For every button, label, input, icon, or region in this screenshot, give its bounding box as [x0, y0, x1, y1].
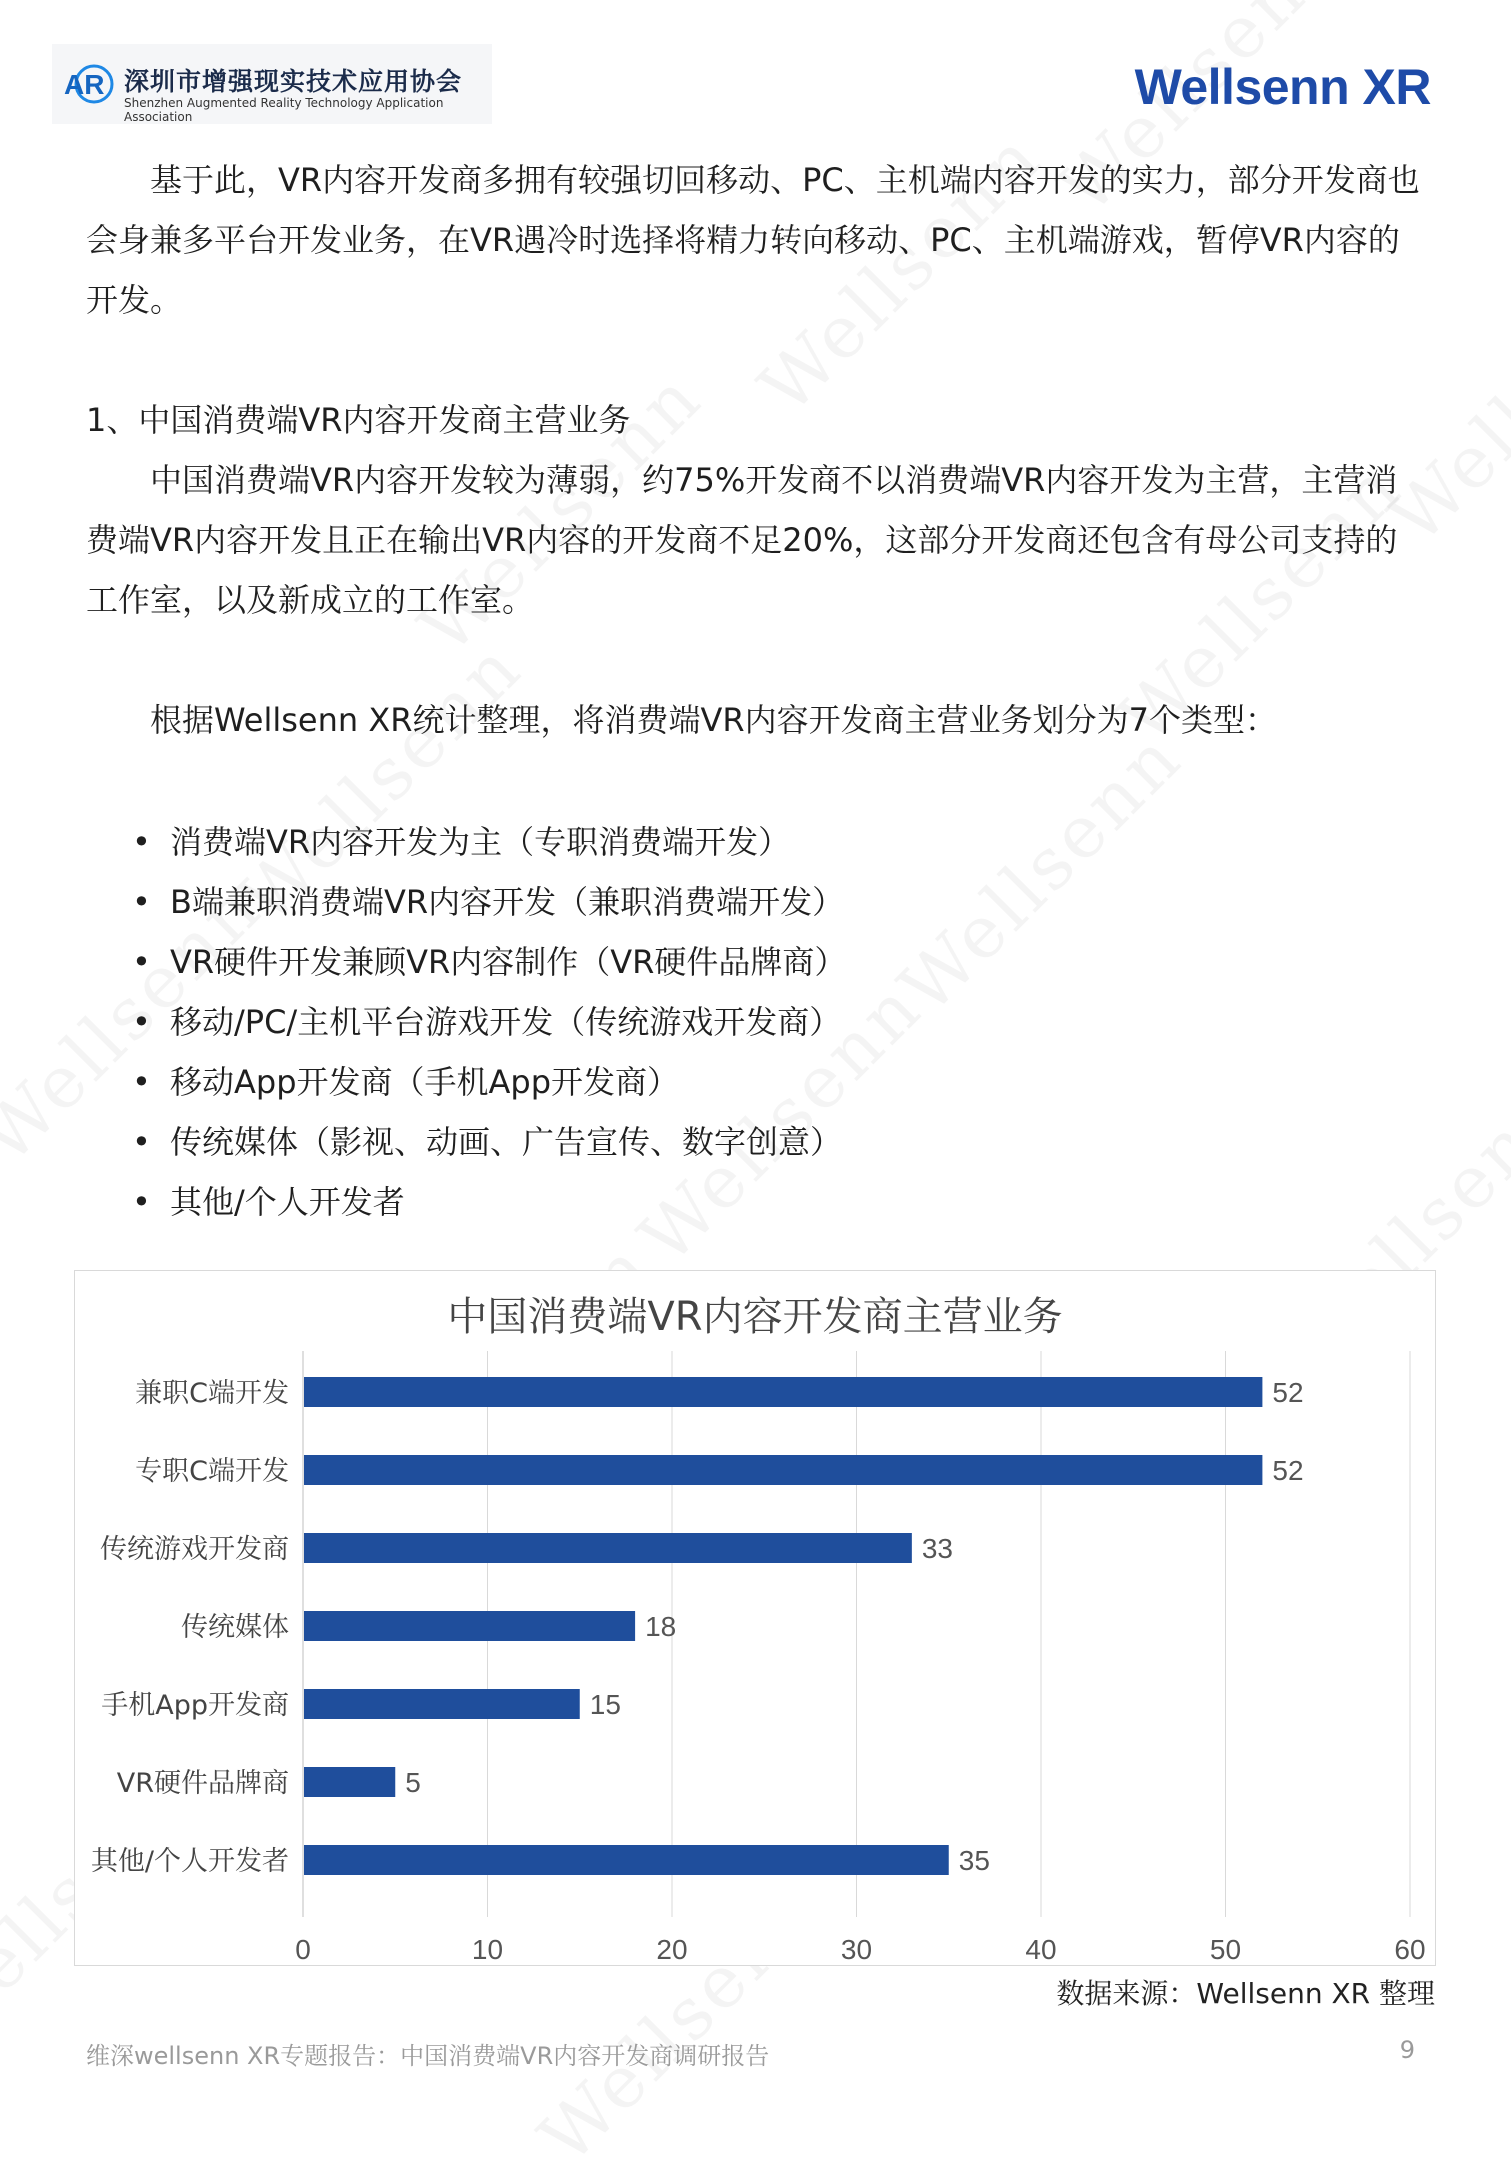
bar [304, 1689, 580, 1719]
y-category-label: 其他/个人开发者 [90, 1846, 289, 1877]
brand-logo: Wellsenn XR [1134, 59, 1431, 115]
bar-value-label: 52 [1272, 1455, 1304, 1486]
list-item: • 其他/个人开发者 [130, 1172, 846, 1232]
list-item: • 移动/PC/主机平台游戏开发（传统游戏开发商） [130, 992, 846, 1052]
bar [304, 1455, 1262, 1485]
list-item: • 消费端VR内容开发为主（专职消费端开发） [130, 812, 846, 872]
section-heading: 1、中国消费端VR内容开发商主营业务 [86, 401, 631, 439]
y-category-label: 传统媒体 [181, 1612, 289, 1643]
bullet-icon: • [132, 1003, 151, 1041]
ar-logo-icon [58, 64, 118, 104]
bar [304, 1611, 635, 1641]
intro-paragraph: 基于此，VR内容开发商多拥有较强切回移动、PC、主机端内容开发的实力，部分开发商也会身兼多平台开发业务，在VR遇冷时选择将精力转向移动、PC、主机端游戏，暂停VR内容的开发。 [86, 161, 1420, 319]
data-source-note: 数据来源：Wellsenn XR 整理 [1056, 1977, 1435, 2010]
y-category-label: 手机App开发商 [101, 1690, 289, 1721]
list-item: • VR硬件开发兼顾VR内容制作（VR硬件品牌商） [130, 932, 846, 992]
section-paragraph: 中国消费端VR内容开发较为薄弱，约75%开发商不以消费端VR内容开发为主营，主营消费端VR内容开发且正在输出VR内容的开发商不足20%，这部分开发商还包含有母公司支持的工作室，以及新成立的工作室。 [86, 461, 1398, 619]
bullet-icon: • [132, 943, 151, 981]
bullet-icon: • [132, 1123, 151, 1161]
bar-value-label: 33 [921, 1533, 954, 1564]
page-header [0, 0, 1511, 140]
x-tick-label: 20 [656, 1934, 688, 1965]
list-item: • 传统媒体（影视、动画、广告宣传、数字创意） [130, 1112, 846, 1172]
business-type-list [130, 812, 846, 1232]
chart-title: 中国消费端VR内容开发商主营业务 [447, 1294, 1063, 1340]
bar [304, 1767, 395, 1797]
bar-value-label: 52 [1272, 1377, 1304, 1408]
chart-plot [75, 1271, 1435, 1965]
ar-logo-text: AR [64, 69, 105, 100]
list-item: • 移动App开发商（手机App开发商） [130, 1052, 846, 1112]
bar-value-label: 18 [645, 1611, 677, 1642]
classification-intro: 根据Wellsenn XR统计整理，将消费端VR内容开发商主营业务划分为7个类型： [150, 701, 1277, 739]
y-category-label: 专职C端开发 [135, 1456, 289, 1487]
x-tick-label: 60 [1394, 1934, 1426, 1965]
bar [304, 1533, 912, 1563]
bar-value-label: 5 [405, 1767, 421, 1798]
list-item: • B端兼职消费端VR内容开发（兼职消费端开发） [130, 872, 846, 932]
footer-report-title: 维深wellsenn XR专题报告：中国消费端VR内容开发商调研报告 [86, 2042, 770, 2070]
bar [304, 1845, 949, 1875]
x-tick-label: 10 [471, 1934, 504, 1965]
association-name-cn: 深圳市增强现实技术应用协会 [124, 67, 463, 96]
bullet-icon: • [132, 823, 151, 861]
watermark [883, 715, 1198, 1030]
y-category-label: 兼职C端开发 [135, 1378, 289, 1409]
x-tick-label: 50 [1209, 1934, 1242, 1965]
association-name-en: Shenzhen Augmented Reality Technology Application Association [124, 96, 444, 124]
bar-chart [74, 1270, 1436, 1966]
bullet-icon: • [132, 1183, 151, 1221]
x-tick-label: 40 [1025, 1934, 1057, 1965]
y-category-label: 传统游戏开发商 [100, 1534, 289, 1565]
bullet-icon: • [132, 1063, 151, 1101]
bar-value-label: 15 [589, 1689, 621, 1720]
x-tick-label: 30 [840, 1934, 873, 1965]
association-logo [52, 44, 492, 124]
bar-value-label: 35 [958, 1845, 990, 1876]
bar [304, 1377, 1262, 1407]
y-category-label: VR硬件品牌商 [116, 1768, 289, 1799]
bullet-icon: • [132, 883, 151, 921]
page-number: 9 [1399, 2036, 1415, 2064]
x-tick-label: 0 [295, 1934, 311, 1965]
